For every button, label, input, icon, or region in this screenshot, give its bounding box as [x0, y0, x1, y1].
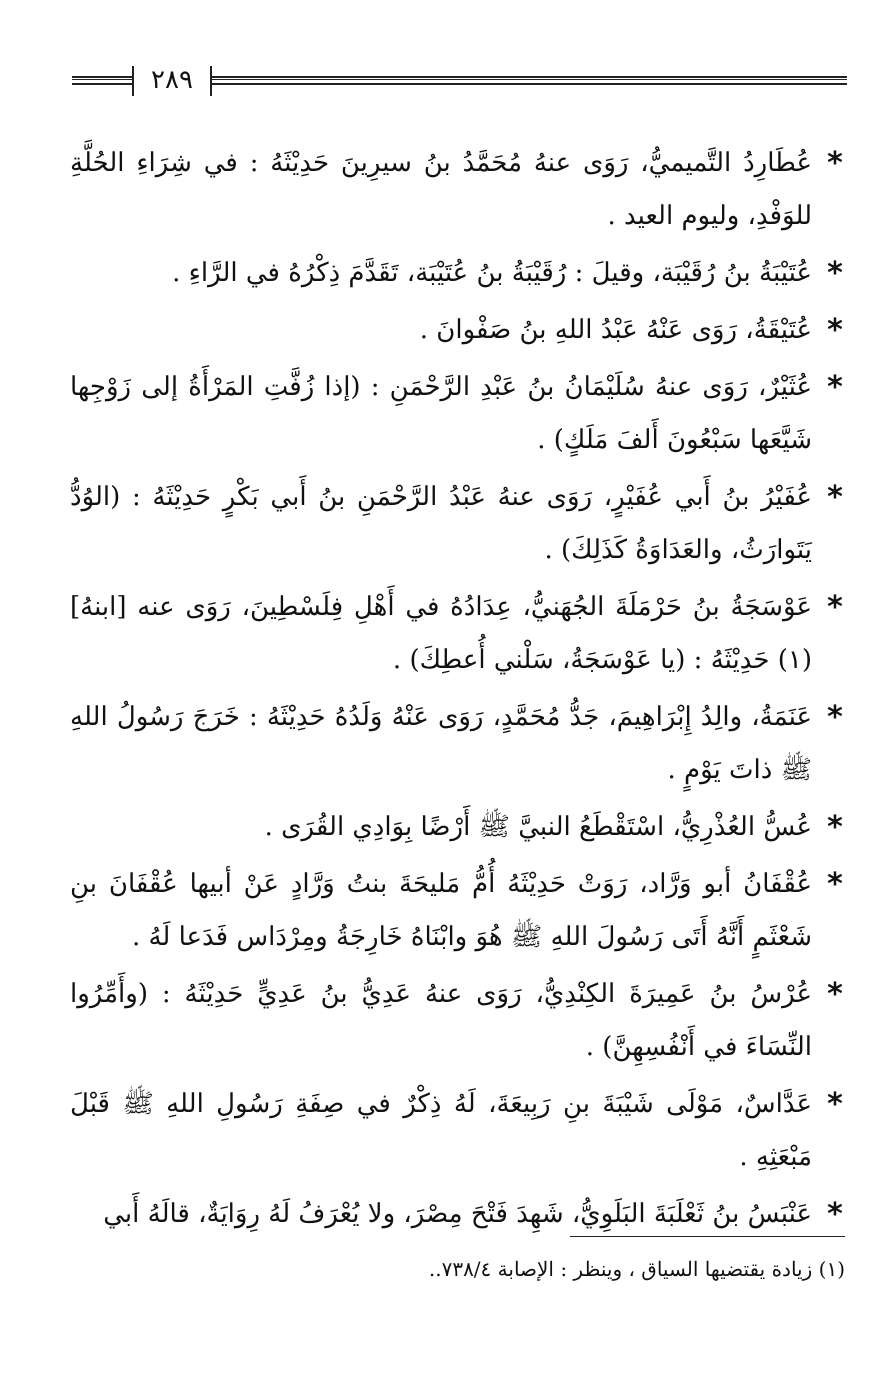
- entry: [70, 858, 850, 964]
- entry-text: عُطَارِدُ التَّميميُّ، رَوَى عنهُ مُحَمَّدُ بنُ سيرِينَ حَدِيْثَهُ : في شِرَاءِ الحُلَّةِ للوَفْدِ، وليوم العيد .: [70, 148, 812, 231]
- asterisk-icon: *: [827, 977, 843, 1012]
- entry-text: عُرْسُ بنُ عَمِيرَةَ الكِنْدِيُّ، رَوَى عنهُ عَدِيُّ بنُ عَدِيٍّ حَدِيْثَهُ : (وأَمِّرُوا النِّسَاءَ في أَنْفُسِهِنَّ) .: [70, 979, 812, 1062]
- asterisk-icon: *: [827, 370, 843, 405]
- entry-text: عُقْفَانُ أبو وَرَّاد، رَوَتْ حَدِيْثَهُ أُمُّ مَليحَةَ بنتُ وَرَّادٍ عَنْ أبيها عُقْفَانَ بنِ شَعْثَمٍ أَنَّهُ أَتَى رَسُولَ اللهِ ﷺ هُوَ وابْنَاهُ خَارِجَةُ ومِرْدَاس فَدَعا لَهُ .: [70, 869, 812, 952]
- asterisk-icon: *: [827, 1087, 843, 1122]
- entry: [70, 1188, 850, 1241]
- entry-text: عُثَيْرٌ، رَوَى عنهُ سُلَيْمَانُ بنُ عَبْدِ الرَّحْمَنِ : (إذا زُفَّتِ المَرْأَةُ إلى زَوْجِها شَيَّعَها سَبْعُونَ أَلفَ مَلَكٍ) .: [70, 372, 812, 455]
- entry-text: عَنَمَةُ، والِدُ إِبْرَاهِيمَ، جَدُّ مُحَمَّدٍ، رَوَى عَنْهُ وَلَدُهُ حَدِيْثَهُ : خَرَجَ رَسُولُ اللهِ ﷺ ذاتَ يَوْمٍ .: [70, 702, 812, 785]
- entry: [70, 801, 850, 854]
- page-number: ٢٨٩: [151, 65, 193, 95]
- entry-text: عَنْبَسُ بنُ ثَعْلَبَةَ البَلَوِيُّ، شَهِدَ فَتْحَ مِصْرَ، ولا يُعْرَفُ لَهُ رِوَايَةٌ، قالَهُ أَبي: [103, 1199, 812, 1229]
- page-header: [72, 60, 847, 104]
- footnote-separator: [570, 1236, 845, 1237]
- header-rule-right: [212, 76, 847, 85]
- entry-text: عُفَيْرُ بنُ أَبي عُفَيْرٍ، رَوَى عنهُ عَبْدُ الرَّحْمَنِ بنُ أَبي بَكْرٍ حَدِيْثَهُ : (الوُدُّ يَتَوارَثُ، والعَدَاوَةُ كَذَلِكَ) .: [70, 482, 812, 565]
- entry-text: عَوْسَجَةُ بنُ حَرْمَلَةَ الجُهَنيُّ، عِدَادُهُ في أَهْلِ فِلَسْطِينَ، رَوَى عنه [ابنهُ] (١) حَدِيْثَهُ : (يا عَوْسَجَةُ، سَلْني أُعطِكَ) .: [70, 592, 813, 675]
- asterisk-icon: *: [827, 867, 843, 902]
- entry: [70, 304, 850, 357]
- asterisk-icon: *: [827, 810, 843, 845]
- entry-text: عُتَيْقَةُ، رَوَى عَنْهُ عَبْدُ اللهِ بنُ صَفْوانَ .: [419, 315, 812, 345]
- asterisk-icon: *: [827, 146, 843, 181]
- asterisk-icon: *: [827, 480, 843, 515]
- entry: [70, 361, 850, 467]
- entry: [70, 968, 850, 1074]
- entry: [70, 581, 850, 687]
- entry-text: عُتَيْبَةُ بنُ رُقَيْبَة، وقيلَ : رُقَيْبَةُ بنُ عُتَيْبَة، تَقَدَّمَ ذِكْرُهُ في الرَّاءِ .: [172, 258, 812, 288]
- asterisk-icon: *: [827, 590, 843, 625]
- entry: [70, 471, 850, 577]
- main-text: [70, 137, 850, 1245]
- entry-text: عَدَّاسٌ، مَوْلَى شَيْبَةَ بنِ رَبِيعَةَ، لَهُ ذِكْرٌ في صِفَةِ رَسُولِ اللهِ ﷺ قَبْلَ مَبْعَثِهِ .: [70, 1089, 812, 1172]
- asterisk-icon: *: [827, 313, 843, 348]
- footnote: (١) زيادة يقتضيها السياق ، وينظر : الإصابة ٧٣٨/٤..: [428, 1257, 845, 1281]
- entry: [70, 691, 850, 797]
- entry: [70, 247, 850, 300]
- header-rule-left: [72, 76, 132, 85]
- header-divider: [132, 66, 134, 96]
- asterisk-icon: *: [827, 256, 843, 291]
- entry: [70, 1078, 850, 1184]
- entry-text: عُسُّ العُذْرِيُّ، اسْتَقْطَعُ النبيَّ ﷺ أَرْضًا بِوَادِي القُرَى .: [264, 812, 812, 842]
- asterisk-icon: *: [827, 700, 843, 735]
- asterisk-icon: *: [827, 1197, 843, 1232]
- entry: [70, 137, 850, 243]
